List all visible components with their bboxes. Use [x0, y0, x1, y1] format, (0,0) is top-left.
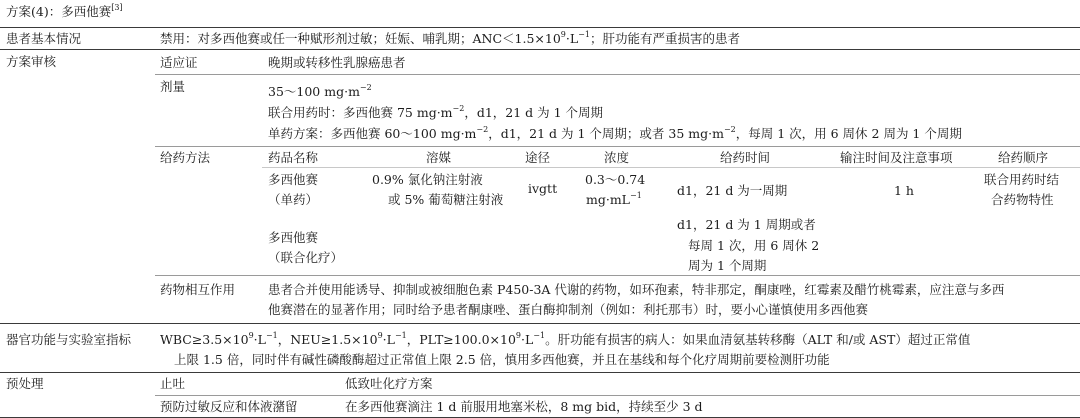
indication-value: 晚期或转移性乳腺癌患者 — [268, 55, 406, 70]
table-title — [6, 4, 123, 20]
row1-drug-note: （单药） — [268, 192, 319, 207]
rule-pre-1 — [155, 395, 1080, 396]
rule-patient — [0, 49, 1080, 50]
admin-header-time: 给药时间 — [720, 150, 771, 165]
admin-header-solvent: 溶媒 — [426, 150, 452, 165]
organ-line-1: $WBC\ge 3.5\times 10^9\cdot L^{-1}$，$NEU\ge 1.5\times 10^9\cdot L^{-1}$，$PLT\ge 100.0\times 10^9\cdot L^{-1}$。肝功能有损害的病人：如果血清氨基转移酶（ALT 和/或 AST）超过正常值 — [160, 330, 971, 347]
dose-line-3: 单药方案：多西他赛 60～100 $mg\cdot m^{-2}$，d1，21 d 为 1 个周期；或者 35 $mg\cdot m^{-2}$，每周 1 次，用 6 周休 2 周为 1 个周期 — [268, 124, 962, 141]
row2-time-3: 周为 1 个周期 — [688, 258, 767, 273]
admin-header-order: 给药顺序 — [998, 150, 1049, 165]
row1-infusion: 1 h — [894, 183, 914, 198]
dose-line-2: 联合用药时：多西他赛 75 $mg\cdot m^{-2}$，d1，21 d 为 1 个周期 — [268, 103, 604, 120]
row1-time: d1，21 d 为一周期 — [677, 183, 788, 198]
interaction-line-1: 患者合并使用能诱导、抑制或被细胞色素 P450-3A 代谢的药物，如环孢素，特非那定，酮康唑，红霉素及醋竹桃霉素，应注意与多西 — [268, 282, 1005, 297]
rule-review — [0, 323, 1080, 324]
rule-top — [0, 27, 1080, 28]
row2-drug-name: 多西他赛 — [268, 230, 319, 245]
row1-solvent-1: 0.9% 氯化钠注射液 — [372, 172, 483, 187]
citation-ref: [3] — [111, 2, 123, 12]
row1-route: ivgtt — [528, 181, 558, 196]
review-label: 方案审核 — [6, 54, 57, 69]
rule-admin — [155, 275, 1080, 276]
pre-allergy-value: 在多西他赛滴注 1 d 前服用地塞米松，8 mg bid，持续至少 3 d — [345, 399, 703, 414]
organ-line-2: 上限 1.5 倍，同时伴有碱性磷酸酶超过正常值上限 2.5 倍，慎用多西他赛，并且在基线和每个化疗周期前要检测肝功能 — [174, 352, 830, 367]
rule-indication — [155, 74, 1080, 75]
rule-admin-header — [262, 167, 1080, 168]
dose-label: 剂量 — [160, 79, 186, 94]
rule-dose — [155, 146, 1080, 147]
pre-antiemetic-label: 止吐 — [160, 376, 186, 391]
pre-label: 预处理 — [6, 376, 44, 391]
row1-order-1: 联合用药时结 — [984, 172, 1060, 187]
patient-label: 患者基本情况 — [6, 31, 82, 46]
admin-label: 给药方法 — [160, 150, 211, 165]
organ-label: 器官功能与实验室指标 — [6, 332, 132, 347]
row1-drug-name: 多西他赛 — [268, 172, 319, 187]
table-title-text: 方案(4)：多西他赛 — [6, 4, 112, 19]
row1-solvent-2: 或 5% 葡萄糖注射液 — [388, 192, 504, 207]
row2-time-1: d1，21 d 为 1 周期或者 — [677, 217, 816, 232]
admin-header-concentration: 浓度 — [604, 150, 630, 165]
admin-header-route: 途径 — [525, 150, 551, 165]
row1-order-2: 合药物特性 — [991, 192, 1054, 207]
admin-header-infusion: 输注时间及注意事项 — [840, 150, 953, 165]
pre-allergy-label: 预防过敏反应和体液潴留 — [160, 399, 298, 414]
row1-concentration-2: $mg\cdot mL^{-1}$ — [586, 190, 642, 207]
rule-organ — [0, 372, 1080, 373]
admin-header-drug: 药品名称 — [268, 150, 319, 165]
interaction-line-2: 他赛潜在的显著作用；同时给予患者酮康唑、蛋白酶抑制剂（例如：利托那韦）时，要小心谨慎使用多西他赛 — [268, 302, 869, 317]
dose-line-1: 35～100 $mg\cdot m^{-2}$ — [268, 82, 372, 99]
indication-label: 适应证 — [160, 55, 198, 70]
row2-time-2: 每周 1 次，用 6 周休 2 — [688, 238, 820, 253]
row1-concentration-1: 0.3～0.74 — [585, 172, 646, 187]
interaction-label: 药物相互作用 — [160, 282, 236, 297]
pre-antiemetic-value: 低致吐化疗方案 — [345, 376, 433, 391]
row2-drug-note: （联合化疗） — [268, 250, 344, 265]
patient-contraindications: 禁用：对多西他赛或任一种赋形剂过敏；妊娠、哺乳期；$ANC<1.5\times 10^9\cdot L^{-1}$；肝功能有严重损害的患者 — [160, 29, 740, 46]
